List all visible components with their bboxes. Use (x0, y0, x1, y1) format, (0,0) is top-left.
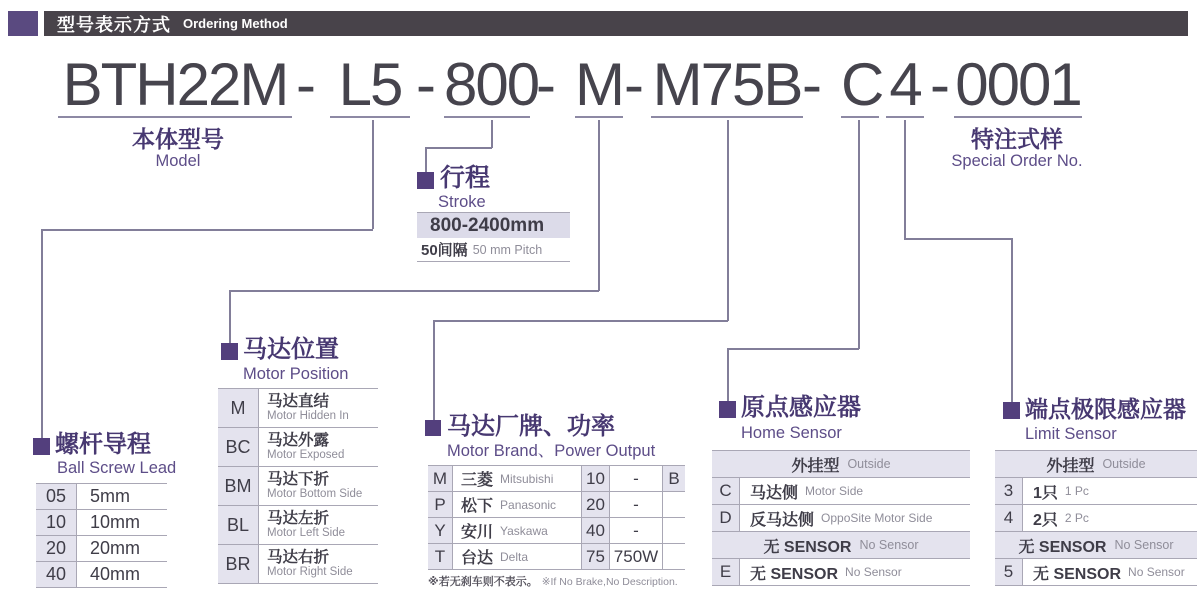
brand-cell (453, 466, 581, 491)
stroke-range: 800-2400mm (417, 212, 570, 238)
table-row (218, 467, 378, 506)
desc-zh: 无 SENSOR (1033, 565, 1122, 583)
code-cell: C (712, 478, 739, 504)
model-dash: - (416, 51, 434, 118)
brand-en: Mitsubishi (500, 471, 554, 486)
desc-zh: 反马达侧 (750, 511, 815, 529)
desc-en: Motor Hidden In (267, 410, 349, 422)
table-row (36, 562, 167, 588)
table-row (218, 545, 378, 584)
brand-en: Delta (500, 549, 529, 564)
brake-cell (663, 492, 685, 517)
desc-en: No Sensor (1128, 565, 1185, 579)
motor-brand-title-en: Motor Brand、Power Output (447, 442, 656, 460)
brand-zh: 台达 (461, 550, 494, 567)
connector-lead (372, 120, 374, 229)
limit-sensor-title-zh: 端点极限感应器 (1025, 396, 1186, 422)
table-group-row (712, 451, 970, 478)
connector-motor-brand (727, 120, 729, 321)
stroke-title-zh: 行程 (440, 164, 491, 192)
desc-zh: 马达左折 (267, 510, 330, 527)
connector-stroke (426, 147, 492, 149)
connector-limit-sensor (904, 238, 1012, 240)
home-sensor-title-zh: 原点感应器 (741, 394, 861, 421)
table-row (712, 559, 970, 586)
stroke-pitch-en: 50 mm Pitch (472, 242, 543, 257)
code-cell: BR (218, 545, 258, 583)
table-group-row (995, 451, 1197, 478)
stroke-title-en: Stroke (438, 193, 486, 211)
stroke-pitch (417, 238, 570, 262)
connector-motor-position (598, 120, 600, 291)
brand-cell (453, 492, 581, 517)
connector-limit-sensor (1011, 238, 1013, 402)
model-dash: - (930, 51, 948, 118)
power-code-cell: 40 (582, 518, 609, 543)
connector-motor-brand (433, 320, 435, 420)
code-cell: 5 (995, 559, 1022, 585)
code-cell: BM (218, 467, 258, 505)
code-cell: 3 (995, 478, 1022, 504)
description-cell (259, 389, 378, 427)
home-sensor-title-en: Home Sensor (741, 424, 842, 442)
description-cell (259, 428, 378, 466)
connector-motor-brand (433, 320, 728, 322)
desc-zh: 1只 (1033, 484, 1058, 502)
table-row (36, 484, 167, 510)
value-cell: 5mm (90, 486, 130, 506)
power-value-cell: 750W (613, 546, 659, 566)
table-row (712, 505, 970, 532)
desc-en: Motor Left Side (267, 527, 345, 539)
description-cell (740, 478, 970, 504)
model-segment-motor-position: M (575, 51, 623, 118)
table-row (428, 466, 685, 492)
ball-screw-table (36, 483, 167, 588)
page-title-en: Ordering Method (183, 16, 288, 31)
group-en: No Sensor (859, 538, 919, 552)
connector-motor-position (229, 290, 599, 292)
group-en: Outside (847, 457, 891, 471)
description-cell (1023, 559, 1197, 585)
description-cell (1023, 505, 1197, 531)
ball-screw-title-en: Ball Screw Lead (57, 459, 177, 477)
desc-en: 2 Pc (1064, 511, 1089, 525)
code-cell: M (428, 466, 452, 491)
motor-position-table (218, 388, 378, 584)
special-order-label-zh: 特注式样 (971, 126, 1063, 152)
desc-zh: 马达外露 (267, 432, 330, 449)
home-sensor-table (712, 450, 970, 586)
group-zh: 无 SENSOR (763, 538, 852, 556)
motor-brand-note (428, 573, 678, 589)
value-cell: 10mm (90, 512, 141, 532)
power-code-cell: 10 (582, 466, 609, 491)
model-segment-limit-sensor: 4 (886, 54, 924, 118)
description-cell (740, 559, 970, 585)
special-order-label-en: Special Order No. (951, 152, 1083, 170)
desc-en: Motor Right Side (267, 566, 353, 578)
limit-sensor-bullet-icon (1003, 402, 1020, 419)
table-row (712, 478, 970, 505)
code-cell: 10 (36, 510, 76, 535)
power-value-cell: - (633, 520, 639, 540)
table-row (995, 505, 1197, 532)
group-zh: 无 SENSOR (1018, 538, 1107, 556)
ball-screw-bullet-icon (33, 438, 50, 455)
brake-cell (663, 518, 685, 543)
description-cell (259, 506, 378, 544)
desc-en: Motor Bottom Side (267, 488, 363, 500)
value-cell: 40mm (90, 564, 141, 584)
description-cell (259, 467, 378, 505)
ball-screw-title-zh: 螺杆导程 (55, 431, 151, 458)
stroke-bullet-icon (417, 172, 434, 189)
motor-position-title-en: Motor Position (243, 365, 349, 383)
table-row (218, 428, 378, 467)
model-segment-body: BTH22M (58, 54, 292, 118)
table-group-row (712, 532, 970, 559)
group-header (712, 532, 970, 558)
code-cell: M (218, 389, 258, 427)
connector-stroke (491, 120, 493, 148)
model-segment-lead: L5 (330, 54, 410, 118)
desc-en: Motor Exposed (267, 449, 345, 461)
connector-home-sensor (727, 348, 859, 350)
table-group-row (995, 532, 1197, 559)
connector-home-sensor (858, 120, 860, 349)
table-row (995, 478, 1197, 505)
brand-zh: 松下 (461, 498, 494, 515)
special-order-label (927, 126, 1107, 171)
power-value-cell: - (633, 468, 639, 488)
model-dash: - (624, 51, 642, 118)
group-header (712, 451, 970, 477)
model-dash: - (802, 51, 820, 118)
table-row (218, 506, 378, 545)
desc-zh: 马达下折 (267, 471, 330, 488)
connector-lead (42, 229, 373, 231)
motor-position-title-zh: 马达位置 (243, 336, 339, 363)
code-cell: P (428, 492, 452, 517)
code-cell: E (712, 559, 739, 585)
brand-en: Panasonic (500, 497, 557, 512)
value-cell: 20mm (90, 538, 141, 558)
desc-zh: 马达侧 (750, 484, 799, 502)
connector-stroke (425, 147, 427, 172)
model-label-en: Model (155, 152, 201, 170)
note-en: ※If No Brake,No Description. (541, 576, 678, 588)
code-cell: Y (428, 518, 452, 543)
code-cell: T (428, 544, 452, 569)
table-row (428, 518, 685, 544)
brand-zh: 三菱 (461, 472, 494, 489)
power-value-cell: - (633, 494, 639, 514)
table-row (36, 510, 167, 536)
model-segment-special-order: 0001 (955, 51, 1081, 118)
desc-zh: 2只 (1033, 511, 1058, 529)
motor-brand-bullet-icon (425, 420, 441, 436)
code-cell: 4 (995, 505, 1022, 531)
model-segment-stroke: 800 (444, 51, 539, 118)
description-cell (1023, 478, 1197, 504)
brand-cell (453, 518, 581, 543)
code-cell: 40 (36, 562, 76, 587)
page-title-zh: 型号表示方式 (57, 14, 171, 35)
model-dash: - (296, 51, 314, 118)
desc-en: OppoSite Motor Side (821, 511, 933, 525)
description-cell (740, 505, 970, 531)
desc-zh: 无 SENSOR (750, 565, 839, 583)
description-cell (259, 545, 378, 583)
desc-en: No Sensor (845, 565, 902, 579)
desc-en: Motor Side (805, 484, 864, 498)
table-row (218, 389, 378, 428)
header-bar (44, 11, 1188, 36)
connector-home-sensor (727, 348, 729, 401)
table-row (36, 536, 167, 562)
power-code-cell: 20 (582, 492, 609, 517)
limit-sensor-title-en: Limit Sensor (1025, 425, 1117, 443)
model-label-zh: 本体型号 (132, 126, 224, 152)
brake-cell: B (663, 466, 685, 491)
model-dash: - (536, 51, 554, 118)
note-zh: ※若无刹车则不表示。 (428, 576, 538, 588)
motor-position-bullet-icon (221, 343, 238, 360)
group-zh: 外挂型 (791, 457, 840, 475)
code-cell: BC (218, 428, 258, 466)
connector-lead (41, 229, 43, 438)
code-cell: 20 (36, 536, 76, 561)
group-en: Outside (1102, 457, 1146, 471)
code-cell: D (712, 505, 739, 531)
header-accent-square (8, 11, 38, 36)
connector-motor-position (229, 290, 231, 343)
stroke-pitch-zh: 50间隔 (421, 242, 468, 259)
home-sensor-bullet-icon (719, 401, 736, 418)
code-cell: BL (218, 506, 258, 544)
group-header (995, 532, 1197, 558)
model-segment-home-sensor: C (841, 51, 883, 118)
brake-cell (663, 544, 685, 569)
table-row (428, 544, 685, 570)
motor-brand-title-zh: 马达厂牌、功率 (447, 413, 615, 440)
model-segment-motor-brand: M75B (652, 51, 802, 118)
desc-zh: 马达直结 (267, 393, 330, 410)
brand-zh: 安川 (461, 524, 494, 541)
brand-en: Yaskawa (500, 523, 548, 538)
connector-limit-sensor (904, 120, 906, 239)
desc-en: 1 Pc (1064, 484, 1089, 498)
limit-sensor-table (995, 450, 1197, 586)
motor-brand-table (428, 465, 685, 570)
table-row (428, 492, 685, 518)
group-en: No Sensor (1114, 538, 1174, 552)
group-zh: 外挂型 (1046, 457, 1095, 475)
group-header (995, 451, 1197, 477)
table-row (995, 559, 1197, 586)
desc-zh: 马达右折 (267, 549, 330, 566)
code-cell: 05 (36, 484, 76, 509)
power-code-cell: 75 (582, 544, 609, 569)
model-label (88, 126, 268, 171)
brand-cell (453, 544, 581, 569)
